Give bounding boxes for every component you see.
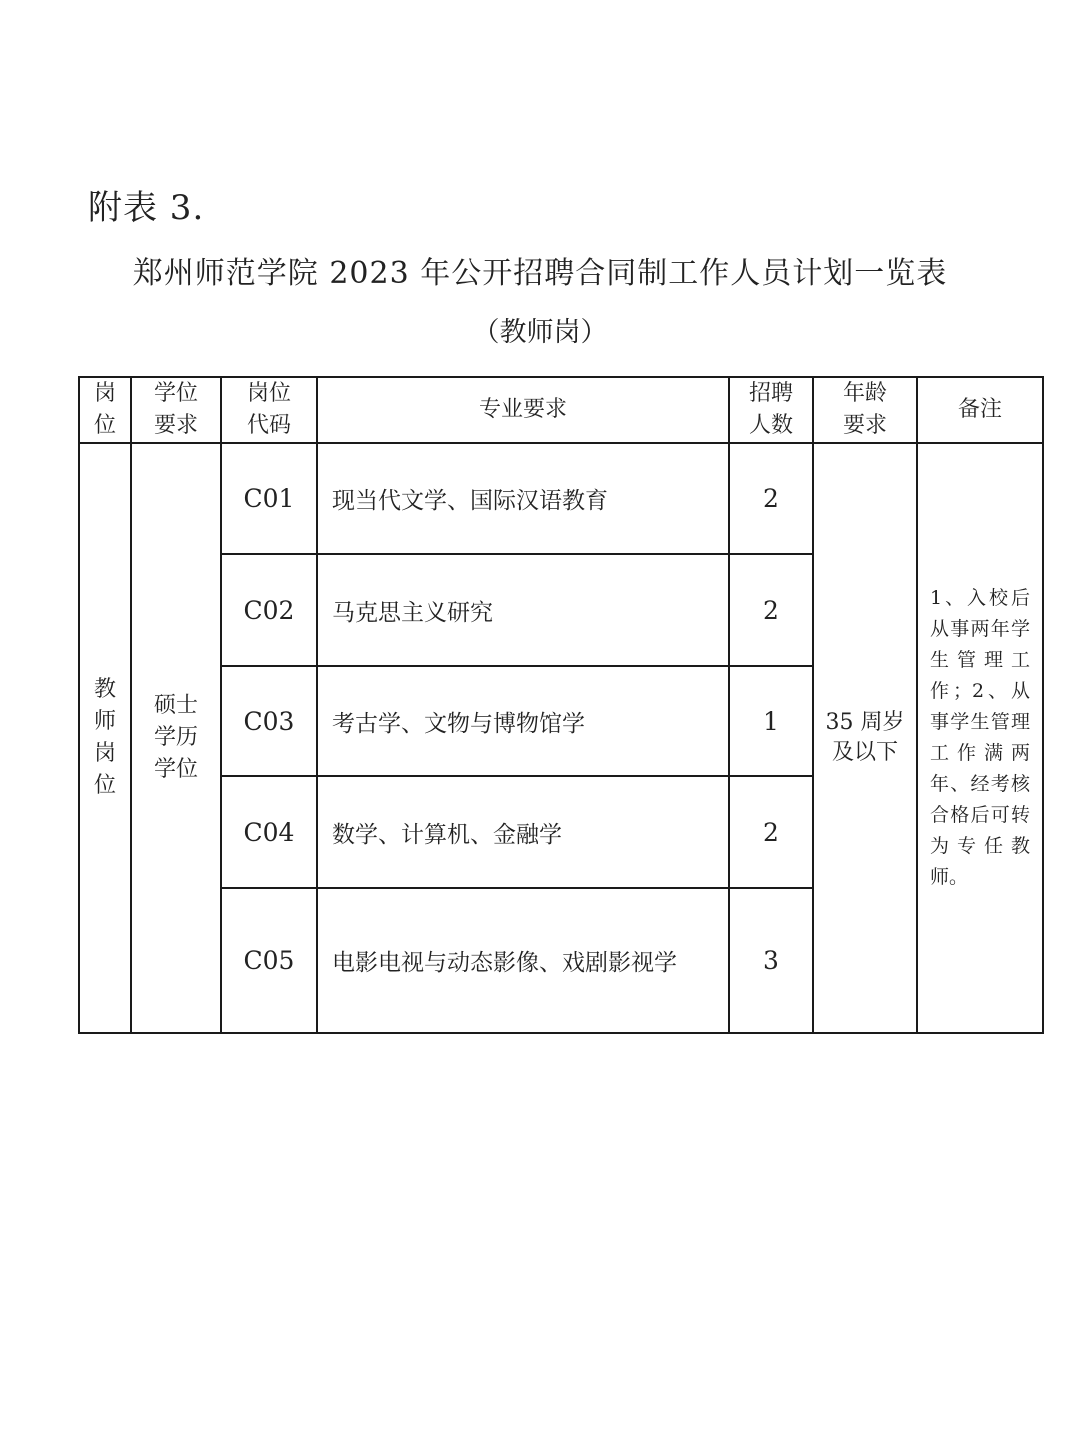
header-age: 年龄要求 bbox=[813, 377, 917, 443]
header-position: 岗位 bbox=[79, 377, 131, 443]
major-cell: 数学、计算机、金融学 bbox=[317, 776, 729, 888]
code-cell: C01 bbox=[221, 443, 317, 554]
header-remarks: 备注 bbox=[917, 377, 1043, 443]
code-cell: C03 bbox=[221, 666, 317, 776]
recruitment-plan-table bbox=[78, 376, 1044, 1034]
major-cell: 现当代文学、国际汉语教育 bbox=[317, 443, 729, 554]
header-major: 专业要求 bbox=[317, 377, 729, 443]
count-cell: 3 bbox=[729, 888, 813, 1033]
count-cell: 2 bbox=[729, 554, 813, 666]
major-cell: 马克思主义研究 bbox=[317, 554, 729, 666]
remarks-cell: 1、入校后从事两年学生管理工作；2、从事学生管理工作满两年、经考核合格后可转为专任教师。 bbox=[917, 443, 1043, 1033]
header-count: 招聘人数 bbox=[729, 377, 813, 443]
count-cell: 1 bbox=[729, 666, 813, 776]
code-cell: C04 bbox=[221, 776, 317, 888]
age-cell: 35 周岁及以下 bbox=[813, 443, 917, 1033]
major-cell: 电影电视与动态影像、戏剧影视学 bbox=[317, 888, 729, 1033]
attachment-label: 附表 3. bbox=[88, 188, 205, 228]
table-header-row bbox=[79, 377, 1043, 443]
major-cell: 考古学、文物与博物馆学 bbox=[317, 666, 729, 776]
code-cell: C05 bbox=[221, 888, 317, 1033]
degree-cell: 硕士学历学位 bbox=[131, 443, 221, 1033]
document-subtitle: （教师岗） bbox=[472, 317, 608, 348]
table-row bbox=[79, 443, 1043, 554]
header-code: 岗位代码 bbox=[221, 377, 317, 443]
count-cell: 2 bbox=[729, 776, 813, 888]
header-degree: 学位要求 bbox=[131, 377, 221, 443]
count-cell: 2 bbox=[729, 443, 813, 554]
code-cell: C02 bbox=[221, 554, 317, 666]
position-cell: 教师岗位 bbox=[79, 443, 131, 1033]
document-title: 郑州师范学院 2023 年公开招聘合同制工作人员计划一览表 bbox=[132, 256, 948, 291]
